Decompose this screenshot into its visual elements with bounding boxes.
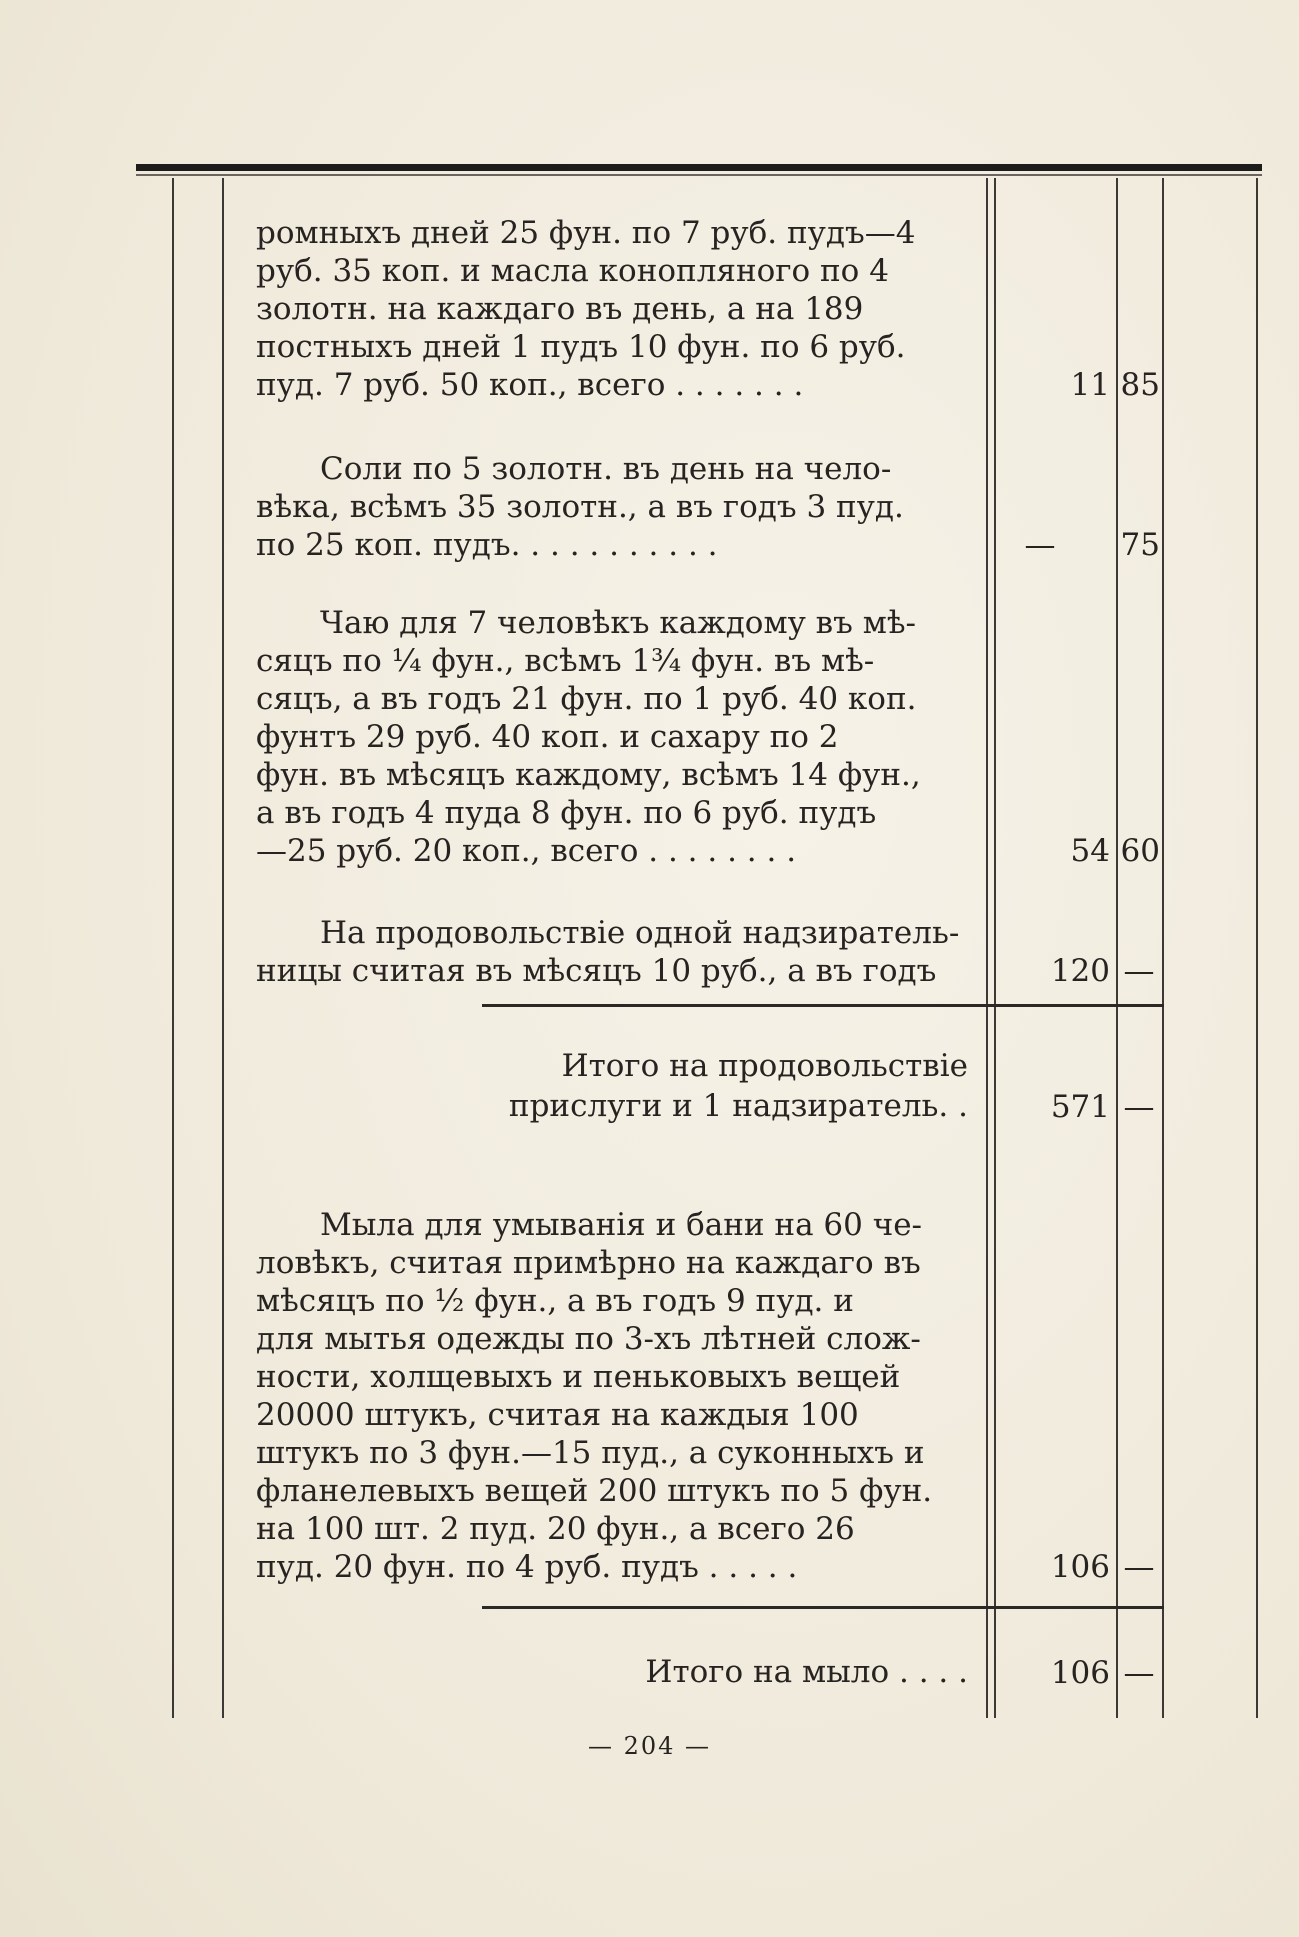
total-soap-kopeks: —	[1123, 1655, 1155, 1691]
total-food-line2: прислуги и 1 надзиратель. .	[508, 1088, 968, 1124]
text-line: фунтъ 29 руб. 40 коп. и сахару по 2	[256, 719, 839, 755]
text-line: 20000 штукъ, считая на каждыя 100	[256, 1397, 859, 1433]
column-line-text-right	[986, 178, 988, 1718]
text-line: Мыла для умыванія и бани на 60 че-	[320, 1207, 923, 1243]
text-line: фланелевыхъ вещей 200 штукъ по 5 фун.	[256, 1473, 933, 1509]
text-line: постныхъ дней 1 пудъ 10 фун. по 6 руб.	[256, 329, 906, 365]
entry-tea-sugar	[256, 604, 968, 870]
column-line-kopeks-left	[1116, 178, 1118, 1718]
entry-soap	[256, 1206, 968, 1586]
text-line: ницы считая въ мѣсяцъ 10 руб., а въ годъ	[256, 953, 937, 989]
total-food-label	[420, 1046, 968, 1126]
top-rule	[136, 164, 1262, 171]
rubles-amount: 120	[1050, 953, 1110, 989]
text-line: На продовольствіе одной надзиратель-	[320, 915, 960, 951]
text-line: на 100 шт. 2 пуд. 20 фун., а всего 26	[256, 1511, 855, 1547]
text-line: ловѣкъ, считая примѣрно на каждаго въ	[256, 1245, 921, 1281]
total-food-rubles: 571	[1050, 1089, 1110, 1125]
text-line: для мытья одежды по 3-хъ лѣтней слож-	[256, 1321, 921, 1357]
page-number: — 204 —	[587, 1732, 712, 1760]
text-line: —25 руб. 20 коп., всего . . . . . . . .	[256, 833, 797, 869]
column-line-kopeks-right	[1162, 178, 1164, 1718]
text-line: а въ годъ 4 пуда 8 фун. по 6 руб. пудъ	[256, 795, 877, 831]
soap-rubles: 106	[1050, 1549, 1110, 1585]
rubles-amount: 54	[1070, 833, 1110, 869]
total-food-line1: Итого на продовольствіе	[561, 1048, 968, 1084]
kopeks-amount: 75	[1120, 527, 1160, 563]
text-line: ромныхъ дней 25 фун. по 7 руб. пудъ—4	[256, 215, 916, 251]
text-line: вѣка, всѣмъ 35 золотн., а въ годъ 3 пуд.	[256, 489, 904, 525]
column-line-left-inner	[222, 178, 224, 1718]
rubles-amount: 11	[1070, 367, 1110, 403]
text-line: пуд. 20 фун. по 4 руб. пудъ . . . . .	[256, 1549, 798, 1585]
total-food-kopeks: —	[1123, 1089, 1155, 1125]
rubles-amount: —	[1024, 527, 1056, 563]
total-rule	[482, 1004, 1164, 1007]
entry-salt	[256, 450, 968, 564]
text-line: пуд. 7 руб. 50 коп., всего . . . . . . .	[256, 367, 804, 403]
total-soap-label: Итого на мыло . . . .	[645, 1654, 968, 1690]
text-line: ности, холщевыхъ и пеньковыхъ вещей	[256, 1359, 901, 1395]
text-line: золотн. на каждаго въ день, а на 189	[256, 291, 864, 327]
total-rule	[482, 1606, 1164, 1609]
text-line: по 25 коп. пудъ. . . . . . . . . . .	[256, 527, 718, 563]
text-line: штукъ по 3 фун.—15 пуд., а суконныхъ и	[256, 1435, 925, 1471]
entry-supervisor	[256, 914, 968, 990]
text-line: мѣсяцъ по ½ фун., а въ годъ 9 пуд. и	[256, 1283, 854, 1319]
column-line-right-outer	[1256, 178, 1258, 1718]
column-line-rubles-left	[994, 178, 996, 1718]
text-line: руб. 35 коп. и масла конопляного по 4	[256, 253, 889, 289]
top-rule-thin	[136, 174, 1262, 176]
soap-kopeks: —	[1123, 1549, 1155, 1585]
column-line-left-outer	[172, 178, 174, 1718]
text-line: сяцъ, а въ годъ 21 фун. по 1 руб. 40 коп.	[256, 681, 917, 717]
entry-fish-oil	[256, 214, 968, 404]
text-line: Чаю для 7 человѣкъ каждому въ мѣ-	[320, 605, 916, 641]
text-line: фун. въ мѣсяцъ каждому, всѣмъ 14 фун.,	[256, 757, 921, 793]
kopeks-amount: —	[1123, 953, 1155, 989]
kopeks-amount: 60	[1120, 833, 1160, 869]
kopeks-amount: 85	[1120, 367, 1160, 403]
total-soap-rubles: 106	[1050, 1655, 1110, 1691]
text-line: Соли по 5 золотн. въ день на чело-	[320, 451, 892, 487]
text-line: сяцъ по ¼ фун., всѣмъ 1¾ фун. въ мѣ-	[256, 643, 875, 679]
